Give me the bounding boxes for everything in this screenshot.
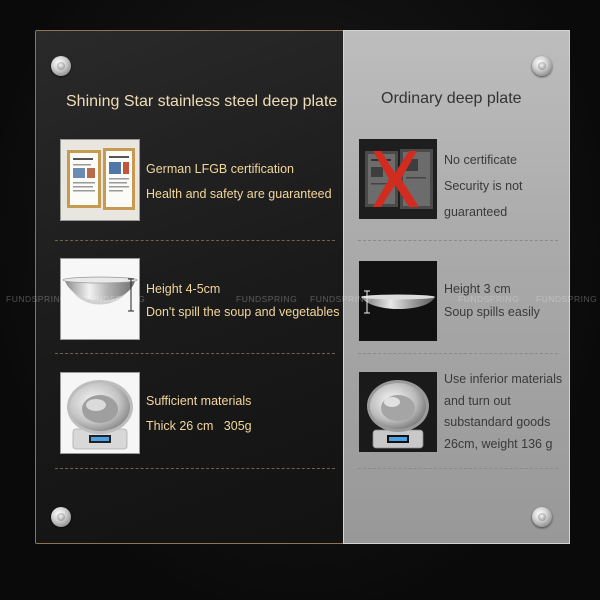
watermark-text: FUNDSPRING — [458, 294, 520, 304]
premium-feature-certification: German LFGB certification Health and safety are guaranteed — [146, 162, 332, 201]
ordinary-feature-certification: No certificate Security is not guaranteed — [444, 153, 523, 219]
screw-bolt-icon — [51, 56, 71, 76]
row-divider — [358, 353, 558, 354]
watermark-strip — [0, 294, 600, 308]
crossed-certificate-image — [359, 139, 437, 219]
watermark-text: FUNDSPRING — [536, 294, 598, 304]
watermark-text: FUNDSPRING — [310, 294, 372, 304]
premium-panel-title: Shining Star stainless steel deep plate — [66, 93, 338, 110]
ordinary-feature-materials: Use inferior materials and turn out substandard goods 26cm, weight 136 g — [444, 372, 563, 451]
plate-on-scale-image — [359, 372, 437, 452]
row-divider — [358, 468, 558, 469]
ordinary-feature-height: Height 3 cm Soup spills easily — [444, 282, 540, 319]
watermark-text: FUNDSPRING — [6, 294, 68, 304]
screw-bolt-icon — [532, 56, 552, 76]
premium-feature-height: Height 4-5cm Don't spill the soup and vegetables — [146, 282, 340, 319]
row-divider — [358, 240, 558, 241]
certificate-image — [60, 139, 140, 221]
row-divider — [55, 353, 335, 354]
row-divider — [55, 240, 335, 241]
row-divider — [55, 468, 335, 469]
plate-on-scale-image — [60, 372, 140, 454]
screw-bolt-icon — [532, 507, 552, 527]
ordinary-panel-title: Ordinary deep plate — [381, 90, 522, 107]
premium-feature-materials: Sufficient materials Thick 26 cm 305g — [146, 394, 252, 433]
watermark-text: FUNDSPRING — [84, 294, 146, 304]
screw-bolt-icon — [51, 507, 71, 527]
watermark-text: FUNDSPRING — [236, 294, 298, 304]
